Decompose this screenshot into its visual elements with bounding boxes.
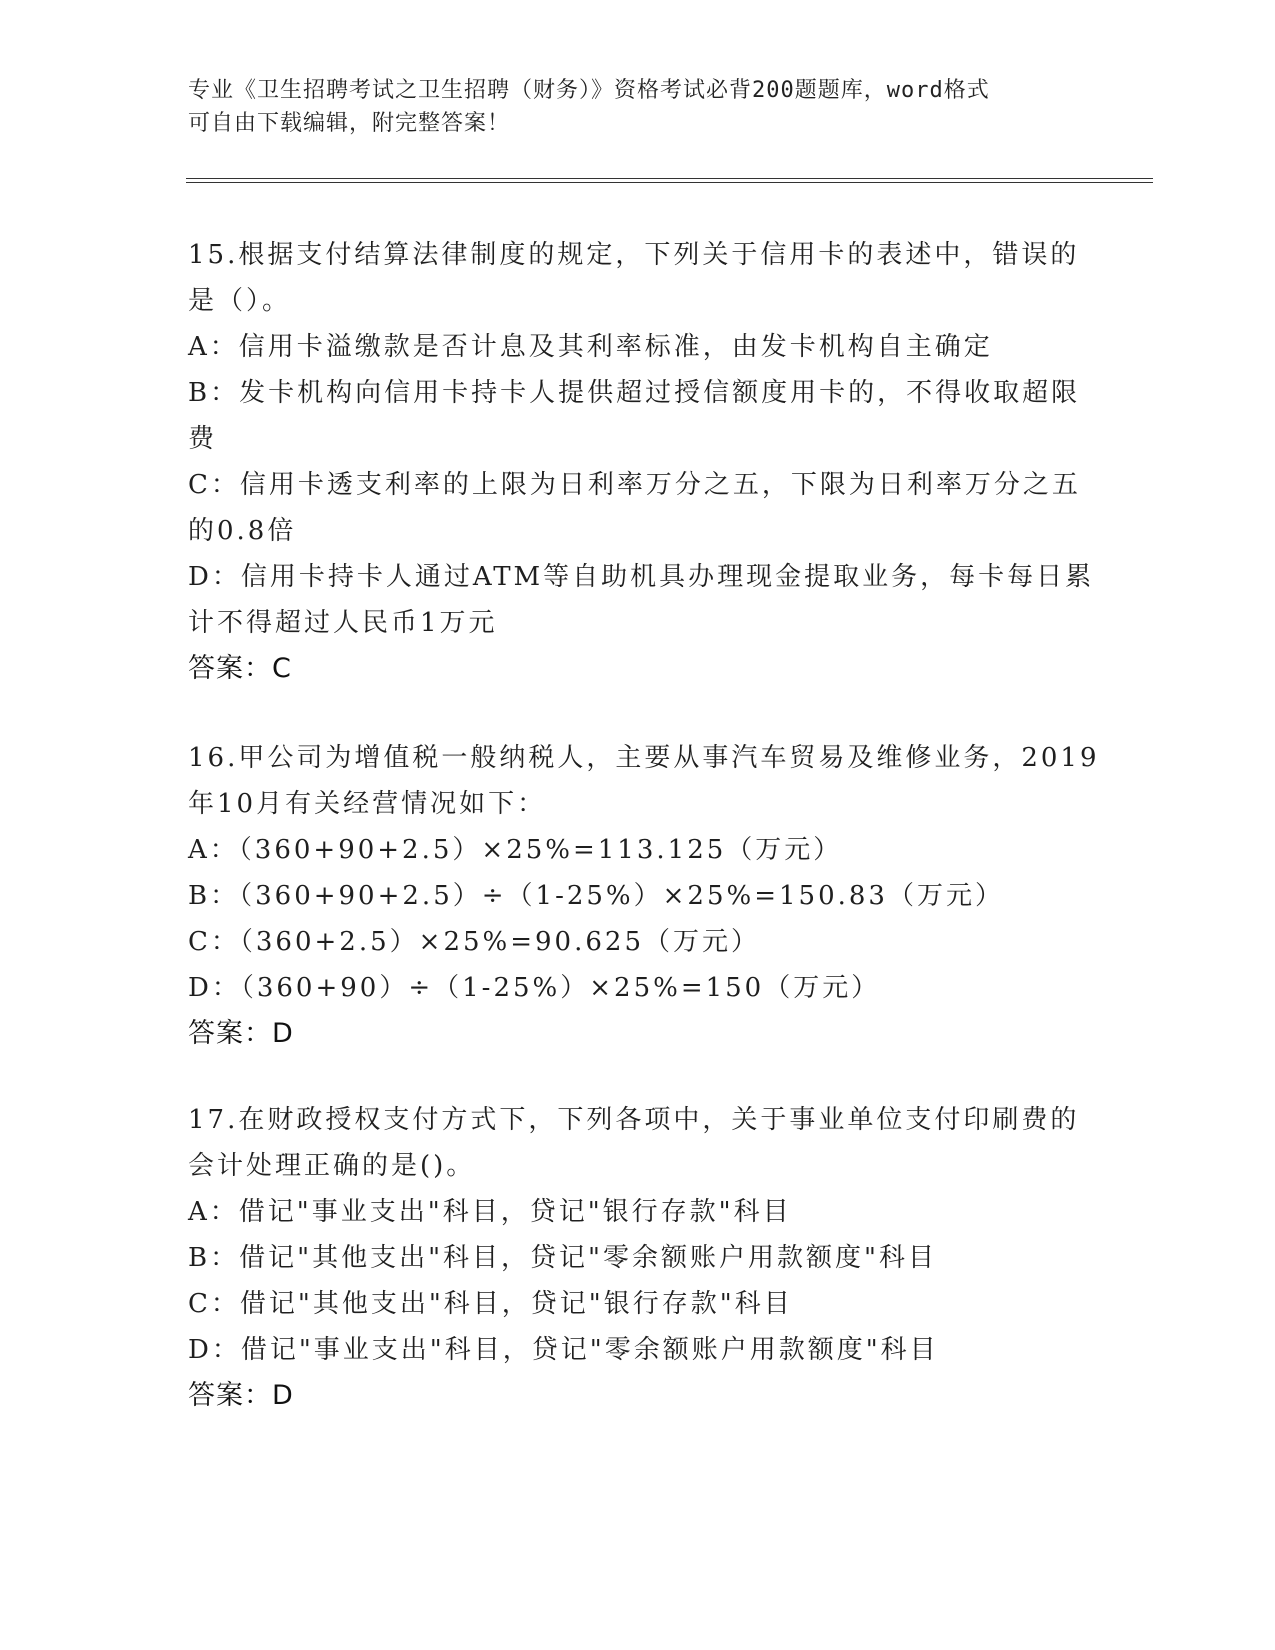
option-d: D：信用卡持卡人通过ATM等自助机具办理现金提取业务，每卡每日累	[188, 562, 1095, 592]
question-text-line: 16.甲公司为增值税一般纳税人，主要从事汽车贸易及维修业务，2019	[188, 743, 1100, 773]
option-c: C：信用卡透支利率的上限为日利率万分之五，下限为日利率万分之五	[188, 470, 1081, 500]
option-a: A：（360+90+2.5）×25%=113.125（万元）	[188, 835, 843, 865]
option-a: A：信用卡溢缴款是否计息及其利率标准，由发卡机构自主确定	[188, 332, 993, 362]
answer-label: 答案：D	[188, 1018, 294, 1049]
question-text-line: 17.在财政授权支付方式下，下列各项中，关于事业单位支付印刷费的	[188, 1105, 1080, 1135]
header-divider	[186, 178, 1153, 183]
option-c: C：借记"其他支出"科目，贷记"银行存款"科目	[188, 1289, 793, 1319]
option-d: D：借记"事业支出"科目，贷记"零余额账户用款额度"科目	[188, 1335, 939, 1365]
divider-line-bottom	[186, 182, 1153, 183]
question-text-line: 15.根据支付结算法律制度的规定，下列关于信用卡的表述中，错误的	[188, 240, 1080, 270]
header-line-1: 专业《卫生招聘考试之卫生招聘（财务）》资格考试必背200题题库，word格式	[188, 78, 990, 103]
option-a: A：借记"事业支出"科目，贷记"银行存款"科目	[188, 1197, 792, 1227]
answer-label: 答案：D	[188, 1380, 294, 1411]
option-b: B：（360+90+2.5）÷（1-25%）×25%=150.83（万元）	[188, 881, 1004, 911]
document-header	[188, 74, 1088, 140]
option-b: B：借记"其他支出"科目，贷记"零余额账户用款额度"科目	[188, 1243, 937, 1273]
question-15	[188, 232, 1095, 692]
option-b-continued: 费	[188, 424, 218, 454]
option-c-continued: 的0.8倍	[188, 516, 297, 546]
option-c: C：（360+2.5）×25%=90.625（万元）	[188, 927, 760, 957]
option-d-continued: 计不得超过人民币1万元	[188, 608, 498, 638]
divider-line-top	[186, 178, 1153, 179]
question-17	[188, 1097, 1088, 1419]
question-text-line: 会计处理正确的是()。	[188, 1151, 476, 1181]
question-text-line: 是（）。	[188, 286, 292, 316]
answer-label: 答案：C	[188, 653, 292, 684]
question-16	[188, 735, 1100, 1057]
option-d: D：（360+90）÷（1-25%）×25%=150（万元）	[188, 973, 881, 1003]
option-b: B：发卡机构向信用卡持卡人提供超过授信额度用卡的，不得收取超限	[188, 378, 1081, 408]
header-line-2: 可自由下载编辑，附完整答案！	[188, 111, 511, 136]
question-text-line: 年10月有关经营情况如下：	[188, 789, 547, 819]
